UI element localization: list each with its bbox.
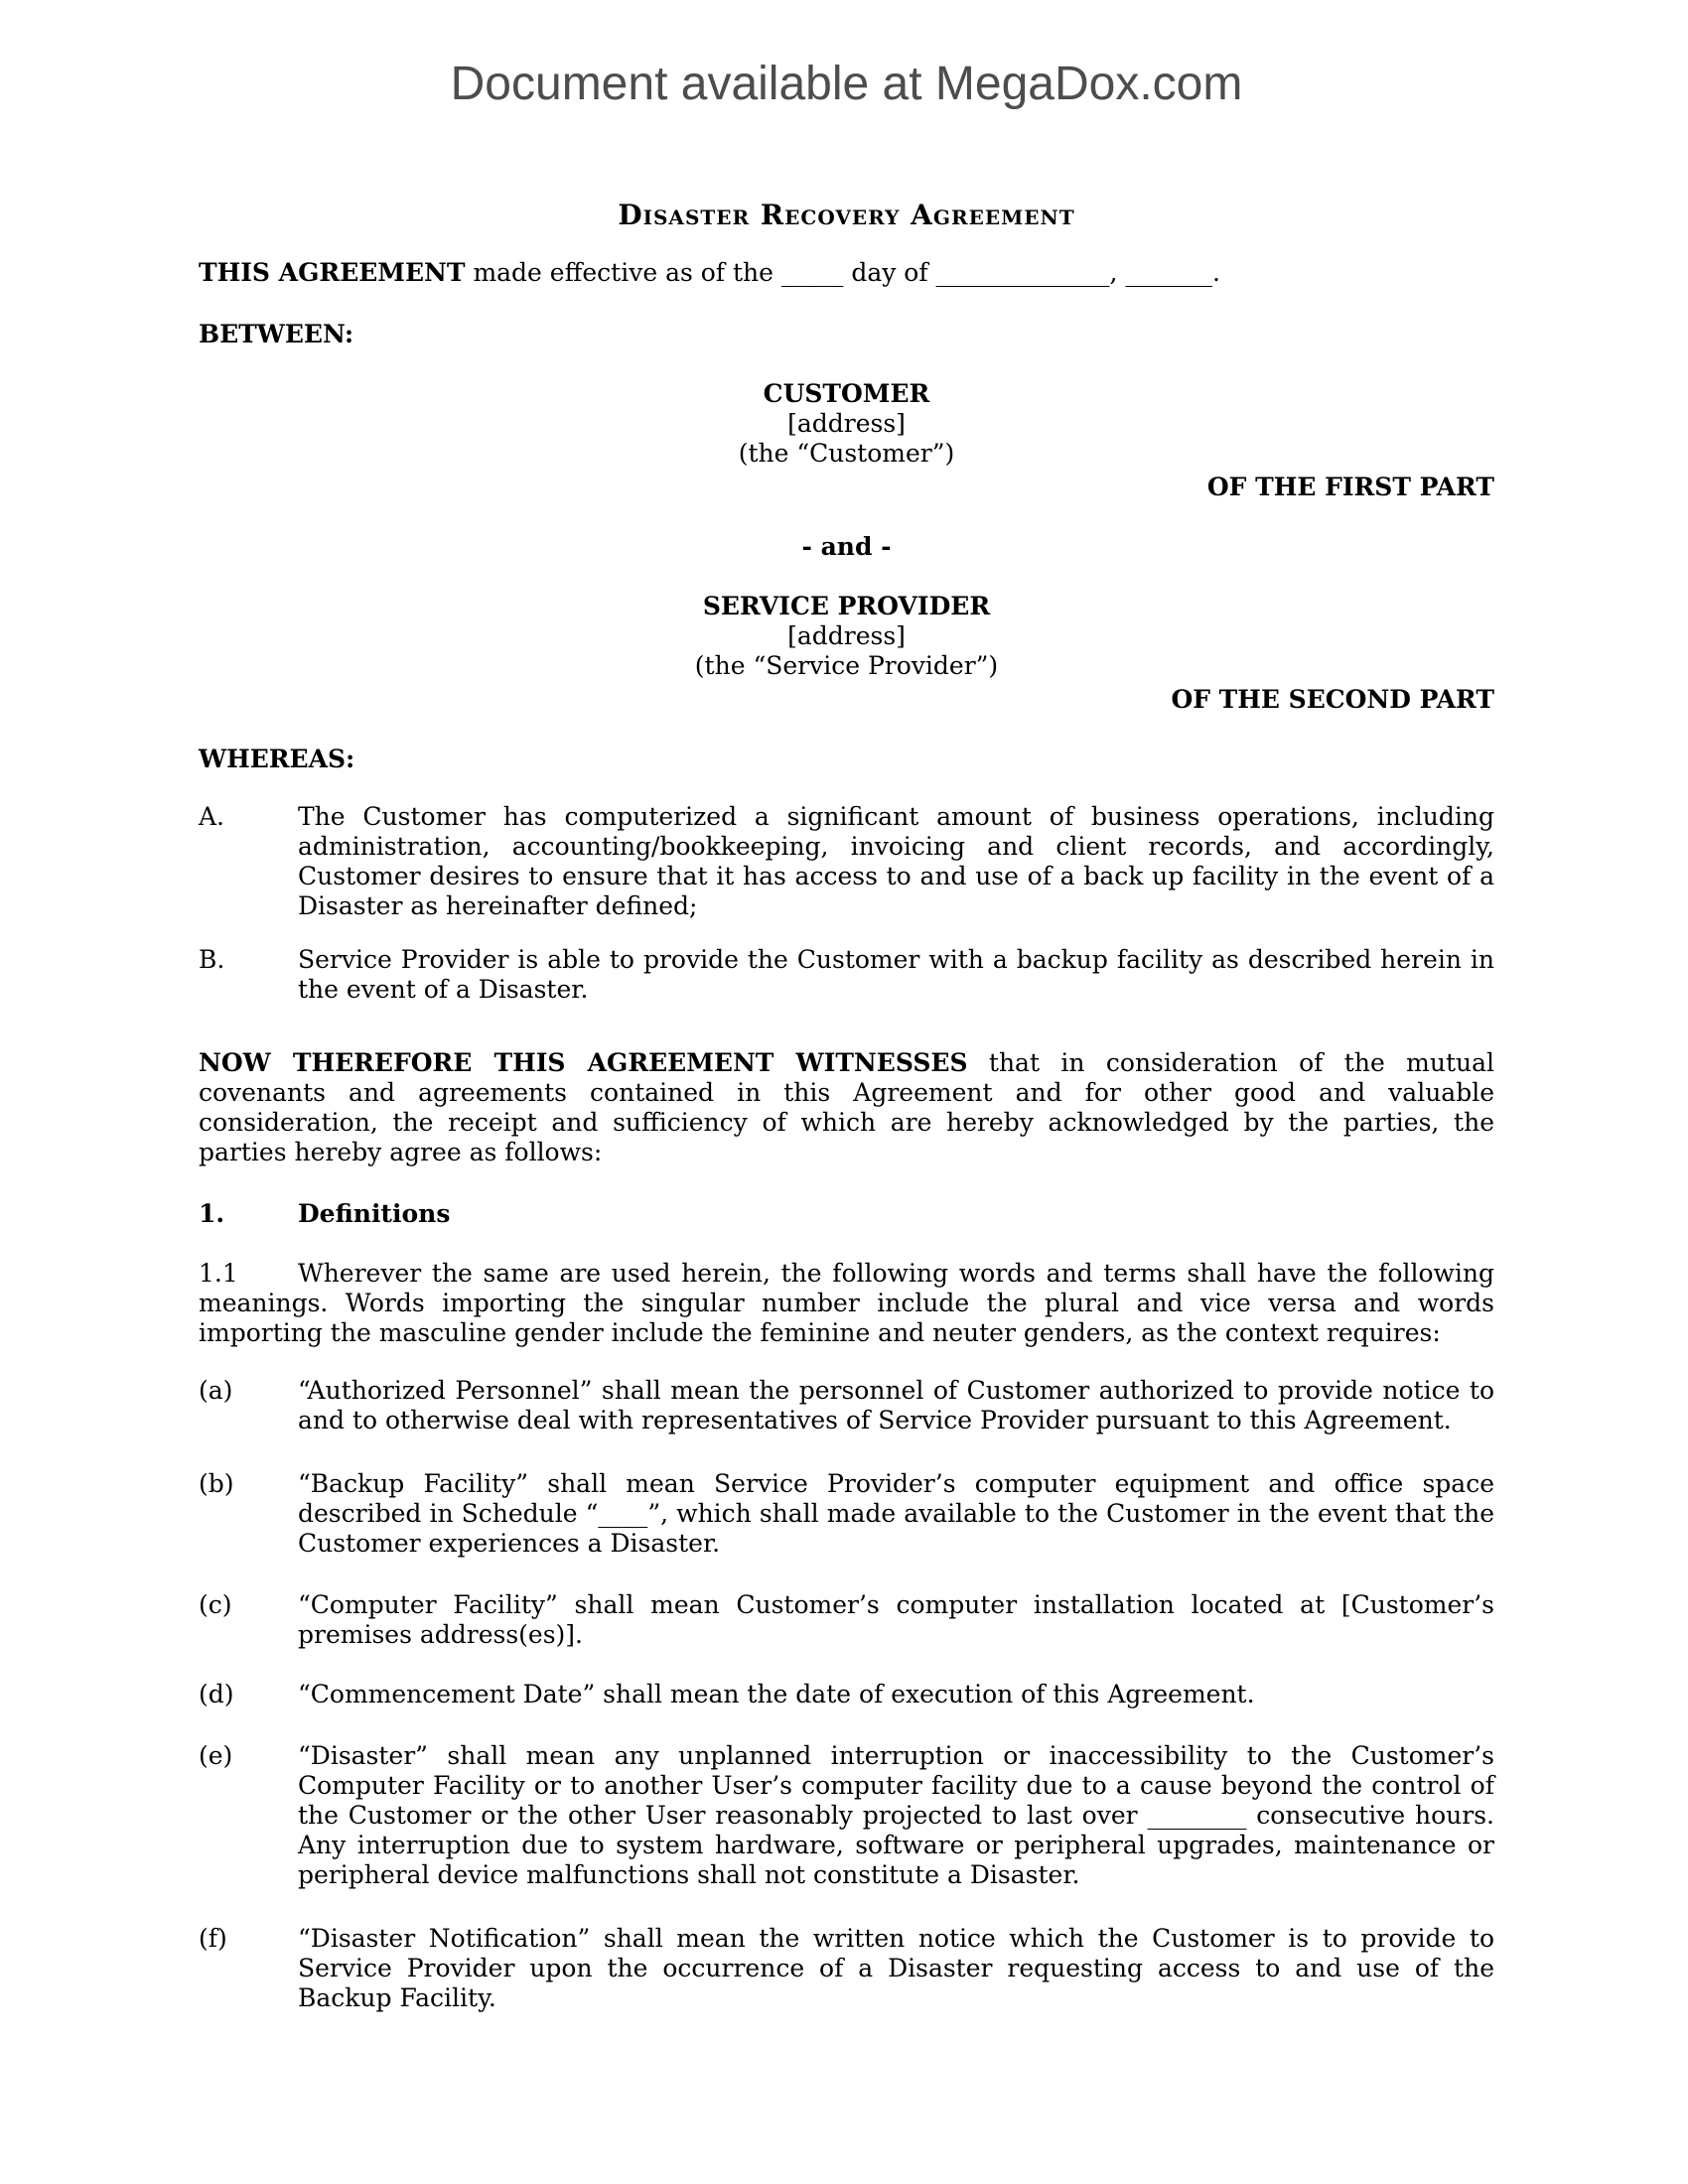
section-1-title: Definitions xyxy=(298,1199,451,1228)
definition-b xyxy=(199,1469,1494,1559)
section-1-number: 1. xyxy=(199,1199,225,1228)
recital-a xyxy=(199,802,1494,921)
section-1-heading xyxy=(199,1199,1494,1229)
intro-rest: made effective as of the _____ day of ______________, _______. xyxy=(465,258,1220,287)
whereas-heading: WHEREAS: xyxy=(199,745,355,773)
recital-a-label: A. xyxy=(199,802,225,831)
intro-clause xyxy=(199,258,1494,288)
watermark-header: Document available at MegaDox.com xyxy=(450,58,1243,110)
and-separator: - and - xyxy=(801,532,892,561)
definition-b-label: (b) xyxy=(199,1469,234,1498)
first-part-label: OF THE FIRST PART xyxy=(1206,473,1494,501)
definition-a-label: (a) xyxy=(199,1376,233,1405)
definition-e xyxy=(199,1741,1494,1890)
customer-block xyxy=(199,379,1494,469)
intro-lead: THIS AGREEMENT xyxy=(199,258,466,287)
document-title: Disaster Recovery Agreement xyxy=(618,199,1075,231)
definition-d-text: “Commencement Date” shall mean the date of execution of this Agreement. xyxy=(298,1680,1255,1708)
definition-d-label: (d) xyxy=(199,1680,234,1708)
definition-f-text: “Disaster Notification” shall mean the written notice which the Customer is to provide to Service Provider upon the occurrence of a Disaster requesting access to and use of the Backup Facility. xyxy=(298,1924,1494,2012)
definition-c xyxy=(199,1590,1494,1650)
definition-a xyxy=(199,1376,1494,1435)
definition-c-label: (c) xyxy=(199,1590,232,1619)
recital-a-text: The Customer has computerized a significant amount of business operations, including administration, accounting/bookkeeping, invoicing and client records, and accordingly, Customer desires to ensure that it has access to and use of a back up facility in the event of a Disaster as hereinafter defined; xyxy=(298,802,1494,920)
service-provider-name: SERVICE PROVIDER xyxy=(702,592,991,620)
definition-d xyxy=(199,1680,1494,1709)
recital-b-text: Service Provider is able to provide the Customer with a backup facility as described herein in the event of a Disaster. xyxy=(298,945,1494,1004)
customer-alias: (the “Customer”) xyxy=(738,439,955,468)
definition-b-text: “Backup Facility” shall mean Service Provider’s computer equipment and office space described in Schedule “____”, which shall made available to the Customer in the event that the Customer experiences a Disaster. xyxy=(298,1469,1494,1558)
between-label: BETWEEN: xyxy=(199,320,354,348)
now-therefore-lead: NOW THEREFORE THIS AGREEMENT WITNESSES xyxy=(199,1048,968,1077)
second-part-label: OF THE SECOND PART xyxy=(1171,685,1494,714)
definition-a-text: “Authorized Personnel” shall mean the personnel of Customer authorized to provide notice to and to otherwise deal with representatives of Service Provider pursuant to this Agreement. xyxy=(298,1376,1494,1434)
customer-name: CUSTOMER xyxy=(763,379,930,408)
definition-e-text: “Disaster” shall mean any unplanned interruption or inaccessibility to the Customer’s Computer Facility or to another User’s computer facility due to a cause beyond the control of the Customer or the other User reasonably projected to last over ________ consecutive hours. Any interruption due to system hardware, software or peripheral upgrades, maintenance or peripheral device malfunctions shall not constitute a Disaster. xyxy=(298,1741,1494,1889)
definition-e-label: (e) xyxy=(199,1741,233,1770)
recital-b-label: B. xyxy=(199,945,225,974)
clause-1-1-number: 1.1 xyxy=(199,1259,238,1288)
clause-1-1-text: Wherever the same are used herein, the following words and terms shall have the following meanings. Words importing the singular number include the plural and vice versa and words importing the masculine gender include the feminine and neuter genders, as the context requires: xyxy=(199,1259,1494,1347)
service-provider-address: [address] xyxy=(787,621,906,650)
definition-f xyxy=(199,1924,1494,2013)
service-provider-block xyxy=(199,592,1494,681)
definition-c-text: “Computer Facility” shall mean Customer’s computer installation located at [Customer’s premises address(es)]. xyxy=(298,1590,1494,1649)
clause-1-1 xyxy=(199,1259,1494,1348)
now-therefore-rest: that in consideration of the mutual covenants and agreements contained in this Agreement and for other good and valuable consideration, the receipt and sufficiency of which are hereby acknowledged by the parties, the parties hereby agree as follows: xyxy=(199,1048,1494,1166)
now-therefore-clause xyxy=(199,1048,1494,1167)
customer-address: [address] xyxy=(787,409,906,438)
service-provider-alias: (the “Service Provider”) xyxy=(694,651,999,680)
recital-b xyxy=(199,945,1494,1005)
definition-f-label: (f) xyxy=(199,1924,227,1953)
